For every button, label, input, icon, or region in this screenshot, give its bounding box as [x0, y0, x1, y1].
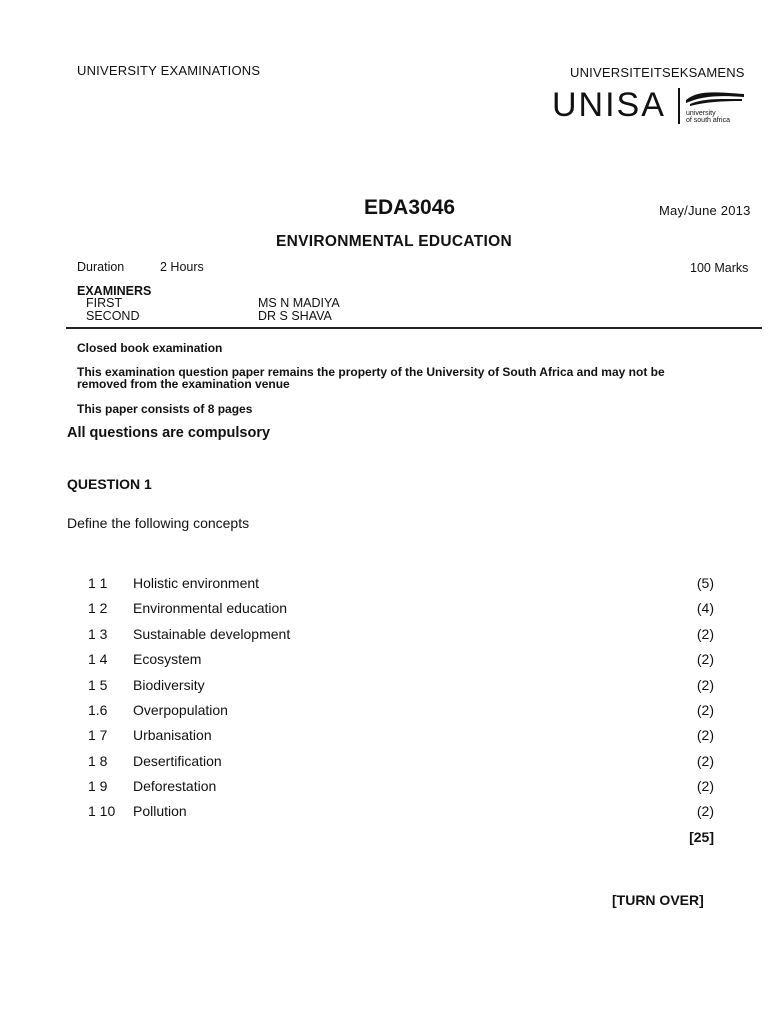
exam-date: May/June 2013	[659, 203, 751, 218]
item-number: 1 9	[88, 778, 108, 794]
item-marks: (2)	[696, 753, 714, 769]
header-right-text: UNIVERSITEITSEKSAMENS	[570, 65, 745, 80]
item-number: 1 5	[88, 677, 108, 693]
item-marks: (4)	[696, 600, 714, 616]
closed-book-note: Closed book examination	[77, 341, 223, 355]
item-marks: (2)	[696, 778, 714, 794]
item-number: 1 4	[88, 651, 108, 667]
item-marks: (2)	[696, 702, 714, 718]
property-note-line-1: This examination question paper remains the property of the University of South Africa and may not be	[77, 365, 665, 379]
item-text: Ecosystem	[133, 651, 202, 667]
item-marks: (2)	[696, 727, 714, 743]
compulsory-note: All questions are compulsory	[67, 425, 271, 441]
item-text: Sustainable development	[133, 626, 291, 642]
item-number: 1 8	[88, 753, 108, 769]
item-number: 1 2	[88, 600, 108, 616]
total-marks: 100 Marks	[690, 261, 749, 275]
item-text: Biodiversity	[133, 677, 205, 693]
first-examiner-label: FIRST	[86, 296, 123, 310]
header-left-text: UNIVERSITY EXAMINATIONS	[77, 63, 261, 78]
logo-wordmark: UNISA	[552, 86, 666, 124]
item-text: Urbanisation	[133, 727, 212, 743]
logo-flag-icon	[684, 88, 746, 110]
logo-sub-line-1: university	[686, 110, 716, 117]
property-note-line-2: removed from the examination venue	[77, 377, 290, 391]
pages-note: This paper consists of 8 pages	[77, 402, 253, 416]
item-marks: (2)	[696, 677, 714, 693]
examiners-label: EXAMINERS	[77, 284, 152, 298]
item-text: Holistic environment	[133, 575, 260, 591]
item-marks: (2)	[696, 651, 714, 667]
item-number: 1 7	[88, 727, 108, 743]
duration-value: 2 Hours	[160, 260, 204, 274]
logo-sub-line-2: of south africa	[686, 117, 730, 124]
second-examiner-label: SECOND	[86, 309, 140, 323]
first-examiner-name: MS N MADIYA	[258, 296, 340, 310]
item-marks: (5)	[696, 575, 714, 591]
item-number: 1 3	[88, 626, 108, 642]
question-1-total: [25]	[689, 829, 714, 845]
logo-divider	[678, 88, 680, 124]
question-1-heading: QUESTION 1	[67, 476, 152, 492]
unisa-logo	[552, 86, 752, 130]
item-number: 1 10	[88, 803, 116, 819]
duration-label: Duration	[77, 260, 125, 274]
item-marks: (2)	[696, 626, 714, 642]
item-marks: (2)	[696, 803, 714, 819]
exam-title: ENVIRONMENTAL EDUCATION	[276, 233, 512, 250]
item-text: Desertification	[133, 753, 222, 769]
turn-over-note: [TURN OVER]	[612, 892, 704, 908]
question-1-instruction: Define the following concepts	[67, 515, 250, 531]
header-divider	[66, 327, 762, 329]
item-text: Overpopulation	[133, 702, 228, 718]
item-number: 1 1	[88, 575, 108, 591]
item-text: Pollution	[133, 803, 187, 819]
second-examiner-name: DR S SHAVA	[258, 309, 332, 323]
item-text: Deforestation	[133, 778, 217, 794]
exam-code: EDA3046	[364, 196, 456, 219]
item-text: Environmental education	[133, 600, 288, 616]
item-number: 1.6	[88, 702, 108, 718]
